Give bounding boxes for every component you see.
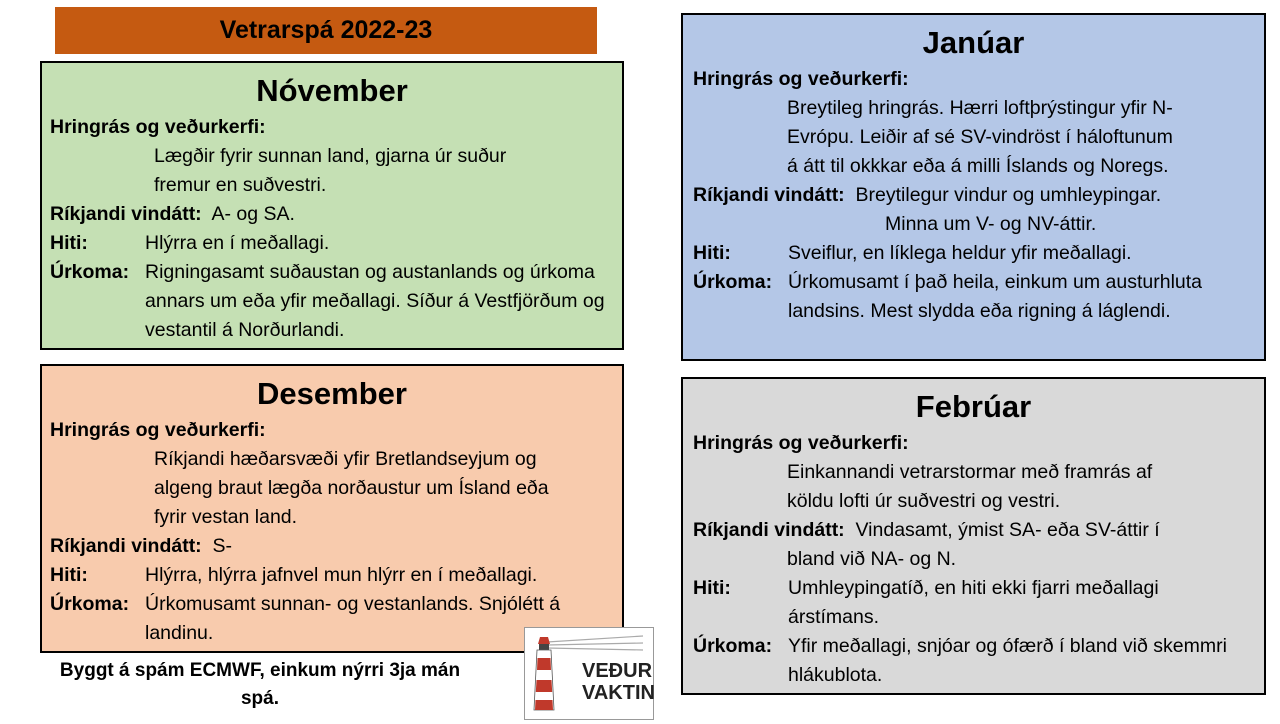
februar-temp-value: Umhleypingatíð, en hiti ekki fjarri meðallagi árstímans. — [788, 577, 1159, 628]
november-precip-label: Úrkoma: — [50, 261, 130, 283]
november-wind-row — [50, 200, 614, 229]
desember-title: Desember — [257, 376, 407, 411]
desember-temp-value: Hlýrra, hlýrra jafnvel mun hlýrr en í meðallagi. — [145, 564, 538, 586]
januar-panel — [681, 13, 1266, 361]
februar-precip-label: Úrkoma: — [693, 635, 773, 657]
desember-precip-label: Úrkoma: — [50, 593, 130, 615]
januar-precip-row — [693, 268, 1254, 326]
desember-temp-label: Hiti: — [50, 564, 88, 586]
page-title: Vetrarspá 2022-23 — [55, 7, 597, 54]
januar-wind-row — [693, 181, 1254, 210]
november-temp-value: Hlýrra en í meðallagi. — [145, 232, 330, 254]
februar-wind-label: Ríkjandi vindátt: — [693, 519, 845, 541]
januar-circulation-label: Hringrás og veðurkerfi: — [693, 68, 909, 90]
februar-title: Febrúar — [915, 389, 1032, 424]
januar-temp-value: Sveiflur, en líklega heldur yfir meðallagi. — [788, 242, 1132, 264]
november-circulation-line-2: fremur en suðvestri. — [154, 174, 327, 196]
februar-panel — [681, 377, 1266, 695]
desember-circulation-line-2: algeng braut lægða norðaustur um Ísland eða — [154, 477, 549, 499]
januar-circulation-line-2: Evrópu. Leiðir af sé SV-vindröst í háloftunum — [787, 126, 1173, 148]
januar-wind-label: Ríkjandi vindátt: — [693, 184, 845, 206]
februar-temp-label: Hiti: — [693, 577, 731, 599]
source-note: Byggt á spám ECMWF, einkum nýrri 3ja mán spá. — [59, 660, 461, 709]
november-circulation-line-1: Lægðir fyrir sunnan land, gjarna úr suður — [154, 145, 507, 167]
november-temp-label: Hiti: — [50, 232, 88, 254]
januar-wind-line-2: Minna um V- og NV-áttir. — [885, 213, 1097, 235]
januar-wind-value-1: Breytilegur vindur og umhleypingar. — [855, 184, 1162, 206]
februar-wind-value-1: Vindasamt, ýmist SA- eða SV-áttir í — [855, 519, 1160, 541]
november-precip-row — [50, 258, 614, 345]
desember-wind-row — [50, 532, 614, 561]
desember-circulation-line-3: fyrir vestan land. — [154, 506, 298, 528]
november-wind-value: A- og SA. — [211, 203, 295, 225]
februar-circulation-line-1: Einkannandi vetrarstormar með framrás af — [787, 461, 1153, 483]
desember-precip-value: Úrkomusamt sunnan- og vestanlands. Snjólétt á landinu. — [145, 593, 561, 644]
februar-circulation-label: Hringrás og veðurkerfi: — [693, 432, 909, 454]
november-title: Nóvember — [256, 73, 408, 108]
januar-circulation-line-1: Breytileg hringrás. Hærri loftþrýstingur yfir N- — [787, 97, 1173, 119]
logo-text — [582, 660, 655, 704]
januar-title: Janúar — [922, 25, 1025, 60]
februar-circulation-line-2: köldu lofti úr suðvestri og vestri. — [787, 490, 1061, 512]
februar-precip-value: Yfir meðallagi, snjóar og ófærð í bland við skemmri hlákublota. — [788, 635, 1227, 686]
november-precip-value: Rigningasamt suðaustan og austanlands og úrkoma annars um eða yfir meðallagi. Síður á Vestfjörðum og vestantil á Norðurlandi. — [145, 261, 605, 341]
november-panel — [40, 61, 624, 350]
logo-line-1: VEÐUR — [582, 660, 653, 682]
desember-wind-value: S- — [212, 535, 233, 557]
desember-wind-label: Ríkjandi vindátt: — [50, 535, 202, 557]
logo-line-2: VAKTIN — [582, 682, 655, 704]
januar-precip-label: Úrkoma: — [693, 271, 773, 293]
februar-wind-line-2: bland við NA- og N. — [787, 548, 957, 570]
januar-temp-row — [693, 239, 1254, 268]
januar-circulation-line-3: á átt til okkkar eða á milli Íslands og Noregs. — [787, 155, 1169, 177]
desember-circulation-line-1: Ríkjandi hæðarsvæði yfir Bretlandseyjum og — [154, 448, 537, 470]
desember-panel — [40, 364, 624, 653]
februar-temp-row — [693, 574, 1254, 632]
februar-wind-row — [693, 516, 1254, 545]
januar-precip-value: Úrkomusamt í það heila, einkum um austurhluta landsins. Mest slydda eða rigning á láglendi. — [788, 271, 1203, 322]
februar-precip-row — [693, 632, 1254, 690]
januar-temp-label: Hiti: — [693, 242, 731, 264]
vedurvaktin-logo — [524, 627, 654, 720]
desember-temp-row — [50, 561, 614, 590]
desember-circulation-label: Hringrás og veðurkerfi: — [50, 419, 266, 441]
november-temp-row — [50, 229, 614, 258]
november-wind-label: Ríkjandi vindátt: — [50, 203, 202, 225]
november-circulation-label: Hringrás og veðurkerfi: — [50, 116, 266, 138]
